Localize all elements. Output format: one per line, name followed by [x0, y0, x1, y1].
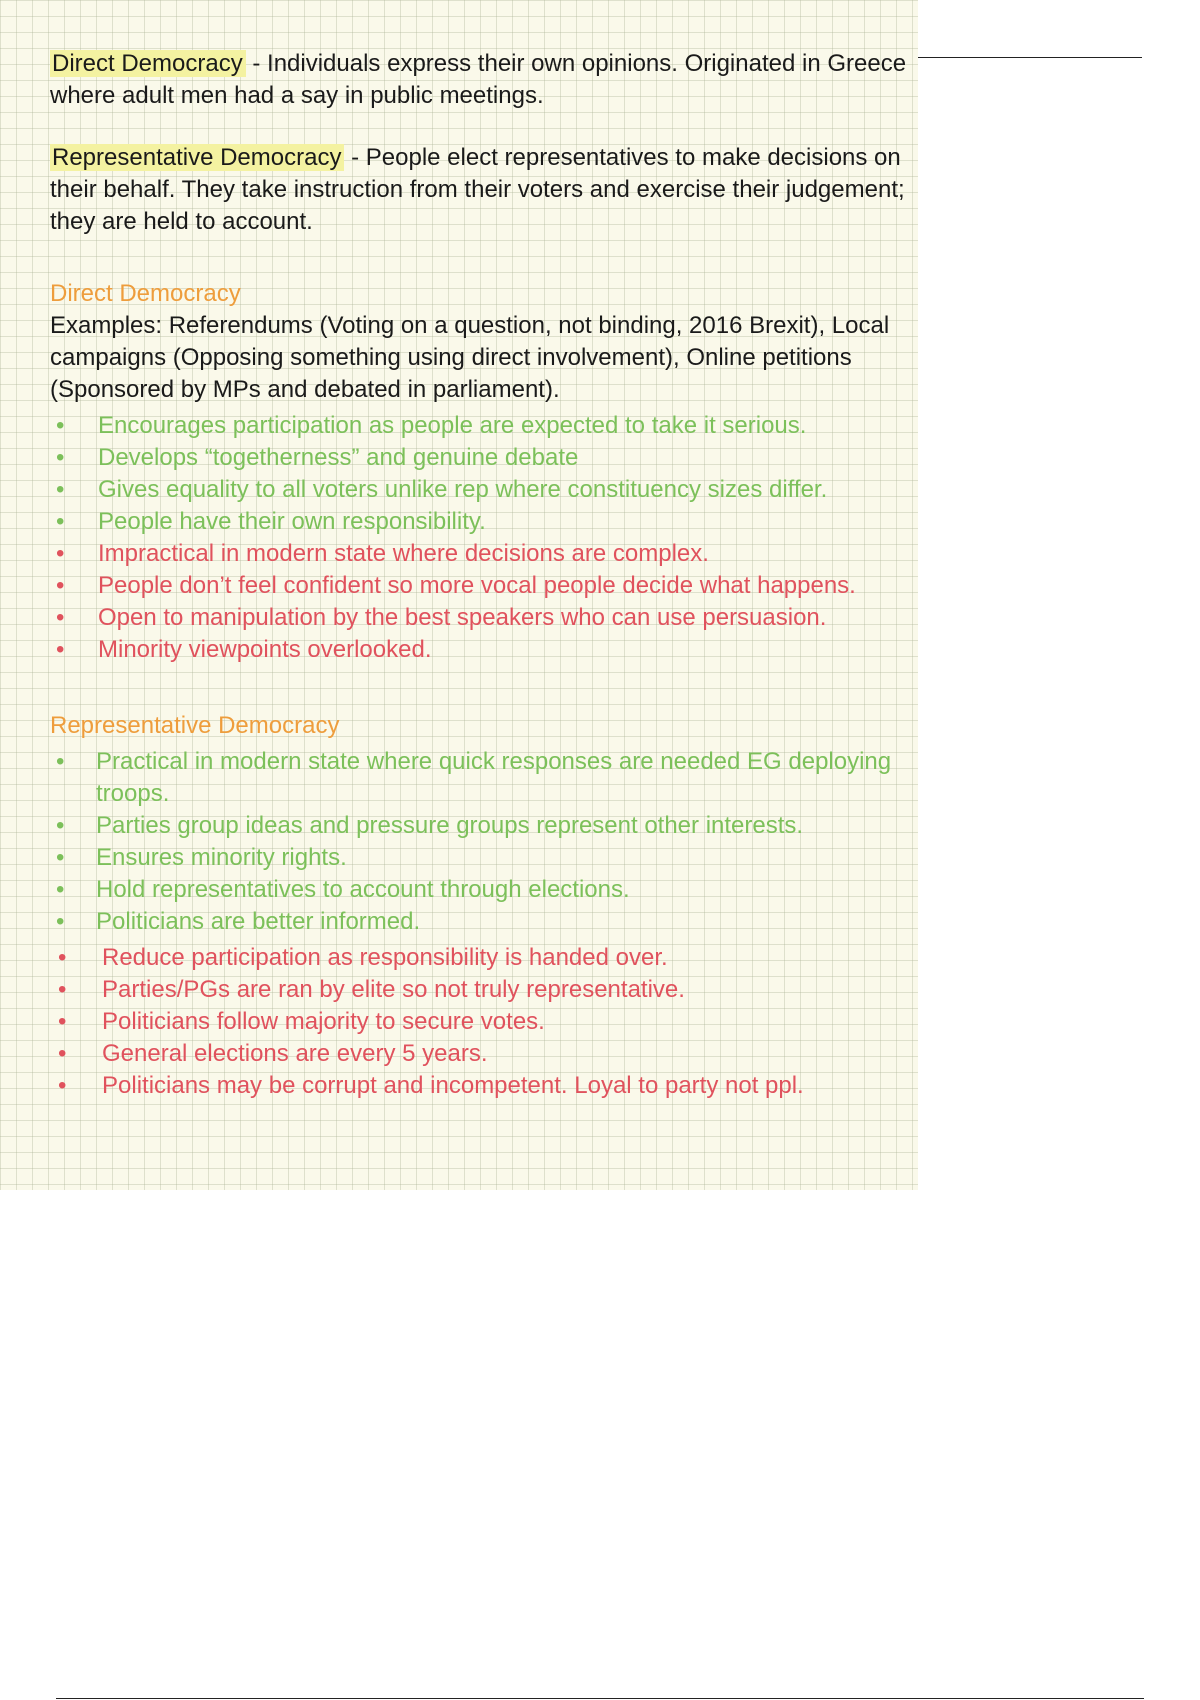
representative-section-heading: Representative Democracy [50, 712, 340, 739]
list-item: • Impractical in modern state where decisions are complex. [50, 538, 910, 570]
bullet-icon: • [56, 572, 65, 599]
list-item: • Parties group ideas and pressure groups represent other interests. [50, 810, 910, 842]
bottom-divider-line [56, 1698, 1144, 1699]
bullet-icon: • [56, 812, 65, 839]
definition-representative-text: - People elect representatives to make decisions on their behalf. They take instruction from their voters and exercise their judgement; they are held to account. [50, 144, 905, 235]
term-representative-democracy: Representative Democracy [50, 144, 344, 171]
notes-content [50, 48, 910, 1102]
definition-direct [50, 48, 910, 112]
list-item: • Reduce participation as responsibility is handed over. [50, 942, 910, 974]
list-item: • Politicians are better informed. [50, 906, 910, 938]
list-item: • People don’t feel confident so more vocal people decide what happens. [50, 570, 910, 602]
bullet-icon: • [58, 1072, 67, 1099]
direct-examples: Examples: Referendums (Voting on a question, not binding, 2016 Brexit), Local campaigns (Opposing something using direct involvement), Online petitions (Sponsored by MPs and debated in parliament). [50, 312, 890, 403]
list-item: • Minority viewpoints overlooked. [50, 634, 910, 666]
bullet-icon: • [56, 540, 65, 567]
list-item: • Develops “togetherness” and genuine debate [50, 442, 910, 474]
list-item: • Open to manipulation by the best speakers who can use persuasion. [50, 602, 910, 634]
bullet-icon: • [56, 876, 65, 903]
representative-pros-list [50, 746, 910, 938]
bullet-icon: • [58, 944, 67, 971]
direct-pros-list [50, 410, 910, 538]
bullet-icon: • [56, 748, 65, 775]
list-item: • Practical in modern state where quick responses are needed EG deploying troops. [56, 748, 892, 807]
list-item: • Hold representatives to account through elections. [50, 874, 910, 906]
bullet-icon: • [56, 508, 65, 535]
bullet-icon: • [56, 604, 65, 631]
bullet-icon: • [58, 1008, 67, 1035]
list-item: • Encourages participation as people are expected to take it serious. [50, 410, 910, 442]
list-item: • Politicians follow majority to secure votes. [50, 1006, 910, 1038]
list-item: • People have their own responsibility. [50, 506, 910, 538]
bullet-icon: • [56, 444, 65, 471]
list-item: • Gives equality to all voters unlike rep where constituency sizes differ. [50, 474, 910, 506]
list-item: • Parties/PGs are ran by elite so not truly representative. [50, 974, 910, 1006]
bullet-icon: • [56, 636, 65, 663]
top-divider-line [918, 57, 1142, 58]
definition-representative [50, 142, 910, 238]
list-item: • Politicians may be corrupt and incompetent. Loyal to party not ppl. [50, 1070, 910, 1102]
bullet-icon: • [56, 908, 65, 935]
direct-cons-list [50, 538, 910, 666]
list-item: • General elections are every 5 years. [50, 1038, 910, 1070]
representative-cons-list [50, 942, 910, 1102]
bullet-icon: • [58, 1040, 67, 1067]
bullet-icon: • [58, 976, 67, 1003]
bullet-icon: • [56, 476, 65, 503]
bullet-icon: • [56, 412, 65, 439]
bullet-icon: • [56, 844, 65, 871]
direct-section-heading: Direct Democracy [50, 280, 241, 307]
definition-direct-text: - Individuals express their own opinions. Originated in Greece where adult men had a say in public meetings. [50, 50, 907, 109]
list-item: • Ensures minority rights. [50, 842, 910, 874]
term-direct-democracy: Direct Democracy [50, 50, 246, 77]
